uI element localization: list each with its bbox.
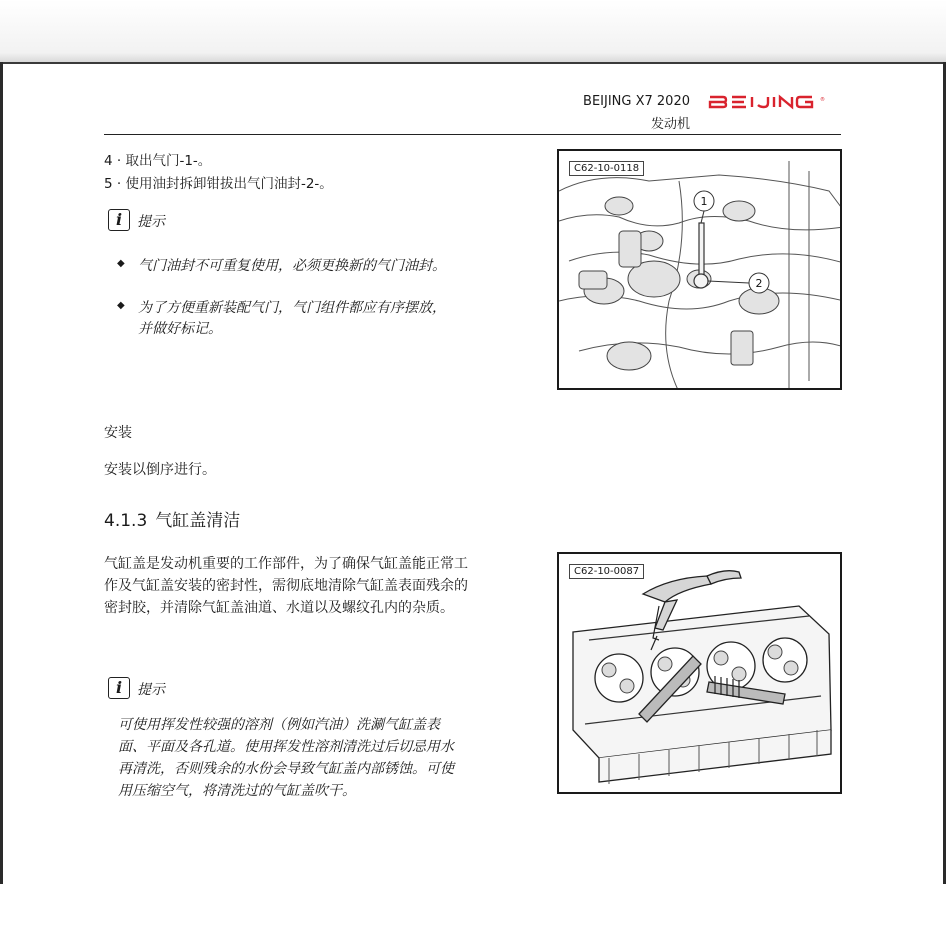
- figure-code: C62-10-0087: [569, 564, 644, 579]
- note-bullet: 为了方便重新装配气门，气门组件都应有序摆放，并做好标记。: [138, 300, 446, 337]
- install-text: 安装以倒序进行。: [104, 462, 216, 478]
- note-label: 提示: [137, 214, 165, 230]
- section-paragraph: 气缸盖是发动机重要的工作部件，为了确保气缸盖能正常工作及气缸盖安装的密封性，需彻底地清除气缸盖表面残余的密封胶，并清除气缸盖油道、水道以及螺纹孔内的杂质。: [104, 556, 468, 616]
- section-number: 4.1.3: [104, 511, 148, 531]
- info-icon: i: [108, 209, 130, 231]
- step-4: 4 · 取出气门-1-。: [104, 153, 212, 169]
- bullet-icon: ◆: [117, 258, 125, 269]
- step-number: 5: [104, 176, 113, 192]
- header-divider: [104, 134, 841, 135]
- bullet-icon: ◆: [117, 300, 125, 311]
- figure-cylinder-head-cleaning: [557, 552, 842, 794]
- step-text: 使用油封拆卸钳拔出气门油封-2-。: [125, 176, 333, 192]
- cylinder-head-valve-illustration: [559, 151, 842, 390]
- beijing-logo: [708, 94, 842, 110]
- viewer-top-bar: [0, 0, 946, 62]
- page-left-border: [0, 62, 3, 884]
- section-title: [104, 506, 240, 531]
- callout-1: 1: [700, 195, 708, 208]
- header-section: 发动机: [650, 117, 690, 132]
- step-number: 4: [104, 153, 113, 169]
- figure-valve-removal: [557, 149, 842, 390]
- section-title-text: 气缸盖清洁: [155, 511, 241, 531]
- note-label: 提示: [137, 682, 165, 698]
- note-text: 可使用挥发性较强的溶剂（例如汽油）洗涮气缸盖表面、平面及各孔道。使用挥发性溶剂清洗过后切忌用水再清洗，否则残余的水份会导致气缸盖内部锈蚀。可使用压缩空气，将清洗过的气缸盖吹干。: [118, 717, 454, 799]
- note-bullet: 气门油封不可重复使用，必须更换新的气门油封。: [138, 258, 446, 274]
- svg-text:®: ®: [820, 97, 825, 103]
- install-heading: 安装: [104, 425, 132, 441]
- figure-code: C62-10-0118: [569, 161, 644, 176]
- header-model: BEIJING X7 2020: [583, 94, 690, 109]
- cylinder-head-cleaning-illustration: [559, 554, 842, 794]
- callout-2: 2: [755, 277, 763, 290]
- step-5: 5 · 使用油封拆卸钳拔出气门油封-2-。: [104, 176, 333, 192]
- page-top-border: [0, 62, 946, 64]
- step-text: 取出气门-1-。: [125, 153, 212, 169]
- info-icon: i: [108, 677, 130, 699]
